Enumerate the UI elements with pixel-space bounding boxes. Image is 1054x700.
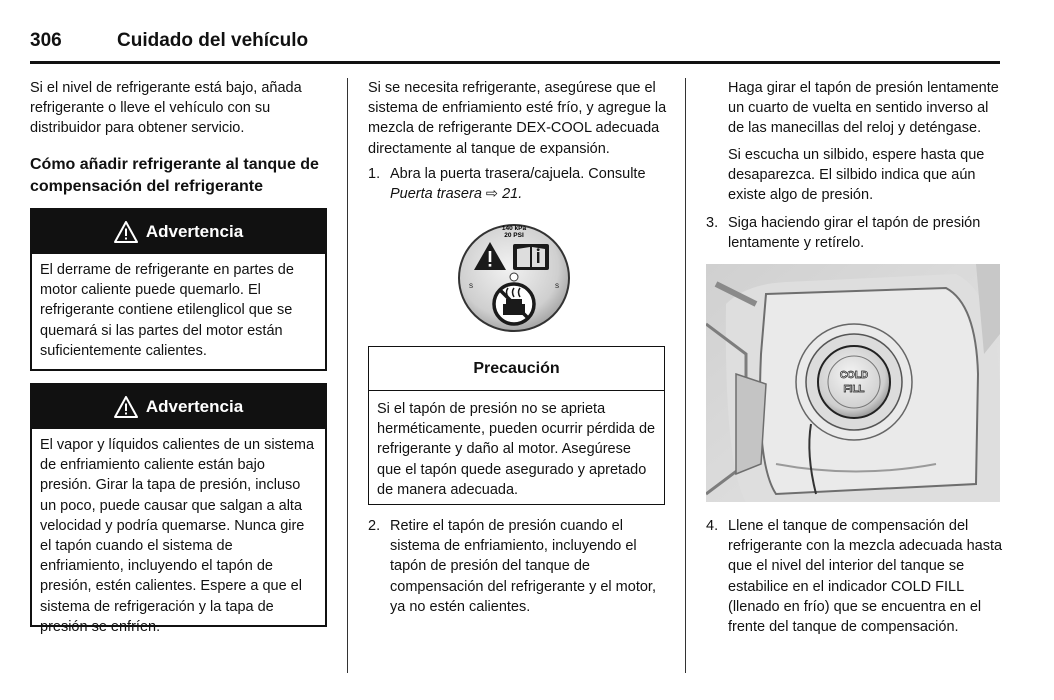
step-2-text: Retire el tapón de presión cuando el sistema de enfriamiento, incluyendo el tapón de presión del tanque de compensación del refrigerante y el motor, ya no estén calientes. xyxy=(390,518,656,615)
cap-side-marker-left: S xyxy=(468,284,474,290)
warning-title-2: Advertencia xyxy=(145,397,244,416)
warning-title-1: Advertencia xyxy=(145,222,244,241)
step-1 xyxy=(368,164,668,208)
caution-title: Precaución xyxy=(369,347,664,391)
step-3-text: Siga haciendo girar el tapón de presión lentamente y retírelo. xyxy=(728,215,981,252)
page-reference-arrow-icon: ⇨ xyxy=(485,186,499,203)
warning-triangle-icon xyxy=(114,221,138,243)
warning-text-2: El vapor y líquidos calientes de un sistema de enfriamiento caliente están bajo presión. Girar la tapa de presión, incluso un poco, puede causar que salgan a alta velocidad y podría quemarse. Nunca gire el tapón cuando el sistema de enfriamiento, incluyendo el tapón de presión, estén calientes. Espere a que el sistema de refrigeración y la tapa de presión se enfríen. xyxy=(40,437,315,635)
step-1-text: Abra la puerta trasera/cajuela. Consulte xyxy=(390,166,646,182)
warning-text-1: El derrame de refrigerante en partes de motor caliente puede quemarlo. El refrigerante contiene etilenglicol que se quemará si las partes del motor están suficientemente calientes. xyxy=(40,262,294,359)
caution-box xyxy=(368,346,665,505)
step-2 xyxy=(368,516,668,620)
warning-box-1 xyxy=(30,208,327,371)
step-1-number: 1. xyxy=(368,166,381,182)
coolant-reservoir-photo xyxy=(706,264,1000,502)
header-divider xyxy=(30,61,1000,64)
warning-header-1 xyxy=(32,210,325,254)
col1-intro: Si el nivel de refrigerante está bajo, añada refrigerante o lleve el vehículo con su distribuidor para obtener servicio. xyxy=(30,80,302,137)
step-2-number: 2. xyxy=(368,518,381,534)
cold-fill-label-line1: COLD xyxy=(839,370,869,381)
step-3-number: 3. xyxy=(706,215,719,231)
tailgate-reference-link[interactable]: Puerta trasera ⇨ 21. xyxy=(390,186,523,203)
warning-box-2 xyxy=(30,383,327,635)
manual-info-icon xyxy=(513,244,549,270)
step-3 xyxy=(706,213,1004,257)
caution-text: Si el tapón de presión no se aprieta herméticamente, pueden ocurrir pérdida de refrigerante y daño al motor. Asegúrese que el tapón quede asegurado y apretado de manera adecuada. xyxy=(377,401,656,498)
cap-pressure-psi: 20 PSI xyxy=(504,232,524,239)
section-heading: Cómo añadir refrigerante al tanque de compensación del refrigerante xyxy=(30,156,319,195)
warning-triangle-icon xyxy=(114,396,138,418)
step-4-number: 4. xyxy=(706,518,719,534)
do-not-open-hot-icon xyxy=(494,284,534,324)
page-number: 306 xyxy=(30,30,62,51)
step-2-continuation-2: Si escucha un silbido, espere hasta que desaparezca. El silbido indica que aún existe algo de presión. xyxy=(728,147,985,204)
cap-pressure-kpa: 140 kPa xyxy=(501,225,527,232)
page-title: Cuidado del vehículo xyxy=(117,30,309,51)
col2-intro: Si se necesita refrigerante, asegúrese que el sistema de enfriamiento esté frío, y agregue la mezcla de refrigerante DEX-COOL adecuada directamente al tanque de expansión. xyxy=(368,80,667,157)
column-divider-1 xyxy=(347,78,348,673)
step-4-text: Llene el tanque de compensación del refrigerante con la mezcla adecuada hasta que el nivel del interior del tanque se estabilice en el indicador COLD FILL (llenado en frío) que se encuentra en el frente del tanque de compensación. xyxy=(728,518,1003,636)
cold-fill-label-line2: FILL xyxy=(843,384,865,395)
cap-side-marker-right: S xyxy=(554,284,560,290)
step-4 xyxy=(706,516,1004,640)
column-divider-2 xyxy=(685,78,686,673)
pressure-cap-label-illustration xyxy=(456,222,572,334)
warning-header-2 xyxy=(32,385,325,429)
step-2-continuation-1: Haga girar el tapón de presión lentamente un cuarto de vuelta en sentido inverso al de las manecillas del reloj y deténgase. xyxy=(728,80,999,137)
